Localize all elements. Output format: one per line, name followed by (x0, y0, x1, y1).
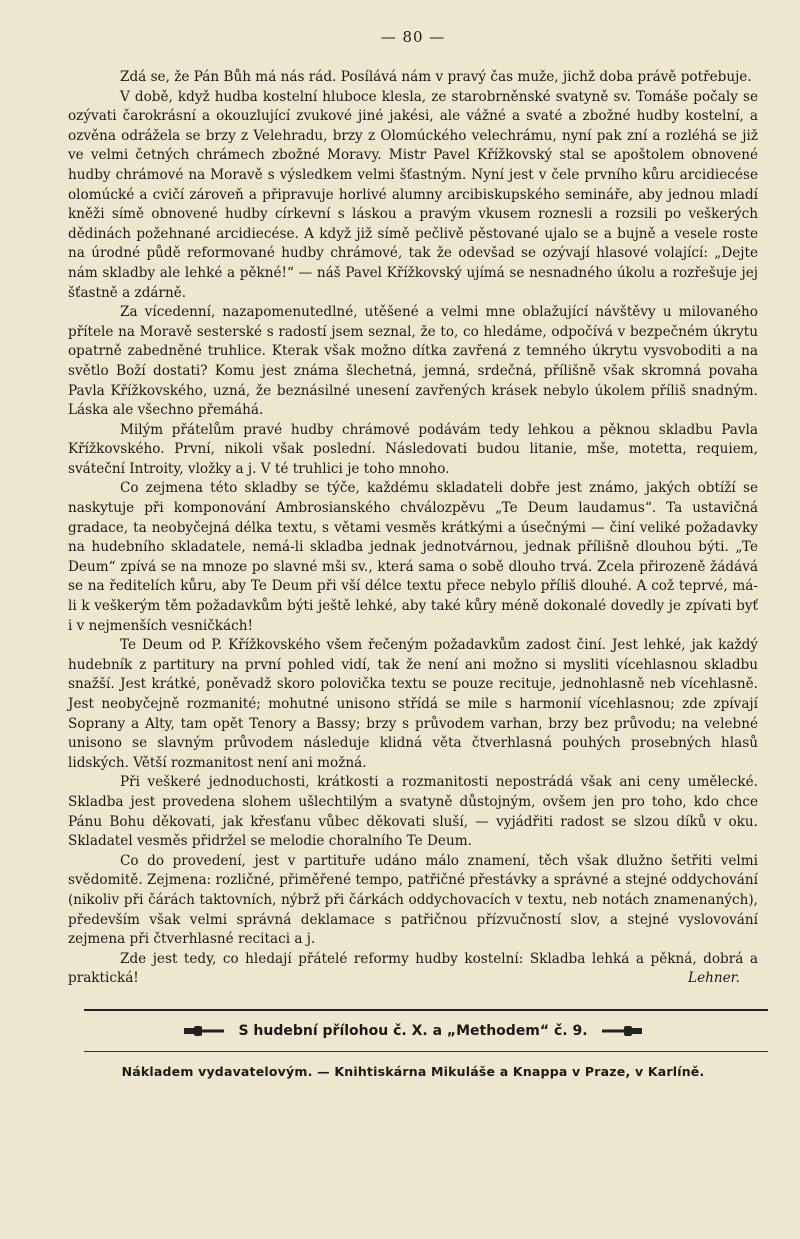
closing-line: Zde jest tedy, co hledají přátelé reformy hudby kostelní: Skladba lehká a pěkná, dobrá a praktická! (68, 950, 758, 987)
divider-thin (84, 1051, 768, 1052)
paragraph: Co zejmena této skladby se týče, každému skladateli dobře jest známo, jakých obtíží se naskytuje při komponování Ambrosianského chválozpěvu „Te Deum laudamus“. Ta ustavičná gradace, ta neobyčejná délka textu, s větami vesměs krátkými a úsečnými — činí veliké požadavky na hudebního skladatele, nemá-li skladba jednak jednotvárnou, jednak přílišně dlouhou býti. „Te Deum“ zpívá se na mnoze po slavné mši sv., která sama o sobě dlouho trvá. Zcela přirozeně žádává se na ředitelích kůru, aby Te Deum při vší délce textu přece nebylo příliš dlouhé. A což teprvé, má-li k veškerým těm požadavkům býti ještě lehké, aby také kůry méně dokonalé dovedly je zpívati byť i v nejmenších vesničkách! (68, 480, 758, 634)
pointing-hand-right-icon (184, 1025, 228, 1037)
article-body (68, 68, 758, 989)
pointing-hand-left-icon (598, 1025, 642, 1037)
signature: Lehner. (688, 970, 740, 987)
supplement-note: S hudební přílohou č. X. a „Methodem“ č. 9. (238, 1022, 588, 1039)
paragraph: Za vícedenní, nazapomenutedlné, utěšené a velmi mne oblažující návštěvy u milovaného přítele na Moravě sesterské s radostí jsem seznal, že to, co hledáme, odpočívá v bezpečném úkrytu opatrně zabedněné truhlice. Kterak však možno dítka zavřená z temného úkrytu vysvoboditi a na světlo Boží dostati? Komu jest známa šlechetná, jemná, srdečná, přílišně však skromná povaha Pavla Křížkovského, uzná, že beznásilné unesení zavřených krásek nebylo úkolem příliš snadným. Láska ale všechno přemáhá. (68, 304, 758, 419)
page-number: — 80 — (380, 28, 446, 46)
imprint: Nákladem vydavatelovým. — Knihtiskárna Mikuláše a Knappa v Praze, v Karlíně. (121, 1063, 705, 1079)
paragraph: Zdá se, že Pán Bůh má nás rád. Posílává nám v pravý čas muže, jichž doba právě potřebuje. (120, 69, 752, 85)
paragraph: Při veškeré jednoduchosti, krátkosti a rozmanitosti nepostrádá však ani ceny umělecké. Skladba jest provedena slohem ušlechtilým a svatyně důstojným, ovšem jen pro toho, kdo chce Pánu Bohu děkovati, jak křesťanu vůbec děkovati sluší, — vyjádřiti radost se slzou díků v oku. Skladatel vesměs přidržel se melodie choralního Te Deum. (68, 774, 758, 850)
paragraph: Milým přátelům pravé hudby chrámové podávám tedy lehkou a pěknou skladbu Pavla Křížkovského. První, nikoli však poslední. Následovati budou litanie, mše, motetta, requiem, sváteční Introity, vložky a j. V té truhlici je toho mnoho. (68, 421, 758, 477)
divider-thick (84, 1009, 768, 1011)
supplement-note-row (68, 1023, 758, 1039)
paragraph: Co do provedení, jest v partituře udáno málo znamení, těch však dlužno šetřiti velmi svědomitě. Zejmena: rozličné, přiměřené tempo, patřičné přestávky a správné a stejné oddychování (nikoliv při čárách taktovních, nýbrž při čárkách oddychovacích v textu, neb notách znamenaných), především však velmi správná deklamace s patřičnou přízvučností slov, a stejné vyslovování zejmena při čtverhlasné recitaci a j. (68, 852, 758, 948)
paragraph: Te Deum od P. Křížkovského všem řečeným požadavkům zadost činí. Jest lehké, jak každý hudebník z partitury na první pohled vidí, tak že není ani možno si mysliti vícehlasnou skladbu snažší. Jest krátké, poněvadž skoro polovička textu se pouze recituje, jednohlasně neb vícehlasně. Jest neobyčejně rozmanité; mohutné unisono střídá se mile s harmonií vícehlasnou; zde zpívají Soprany a Alty, tam opět Tenory a Bassy; brzy s průvodem varhan, brzy bez průvodu; na velebné unisono se slavným průvodem následuje klidná věta čtverhlasná pouhých prosebných hlasů lidských. Větší rozmanitost není ani možná. (68, 637, 758, 771)
closing-paragraph (68, 950, 758, 989)
paragraph: V době, když hudba kostelní hluboce klesla, ze starobrněnské svatyně sv. Tomáše počaly se ozývati čarokrásní a okouzlující zvukové jiné jakési, ale vážné a svaté a zbožné hudby kostelní, a ozvěna odrážela se brzy z Velehradu, brzy z Olomúckého velechrámu, nyní pak zní a rozléhá se již ve velmi četných chrámech zbožné Moravy. Mistr Pavel Křížkovský stal se apoštolem obnovené hudby chrámové na Moravě s výsledkem velmi šťastným. Nyní jest v čele prvního kůru arcidiecése olomúcké a cvičí zároveň a připravuje horlivé alumny arcibiskupského semináře, aby jednou mladí kněži símě obnovené hudby církevní s láskou a pravým vkusem roznesli a rozsili po veškerých dědinách požehnané arcidiecése. A když již símě pečlivě pěstované ujalo se a bujně a vesele roste na úrodné půdě reformované hudby chrámové, tak že odevšad se ozývají hlasové volající: „Dejte nám skladby ale lehké a pěkné!“ — náš Pavel Křížkovský ujímá se nesnadného úkolu a rozřešuje jej šťastně a zdárně. (68, 88, 758, 301)
